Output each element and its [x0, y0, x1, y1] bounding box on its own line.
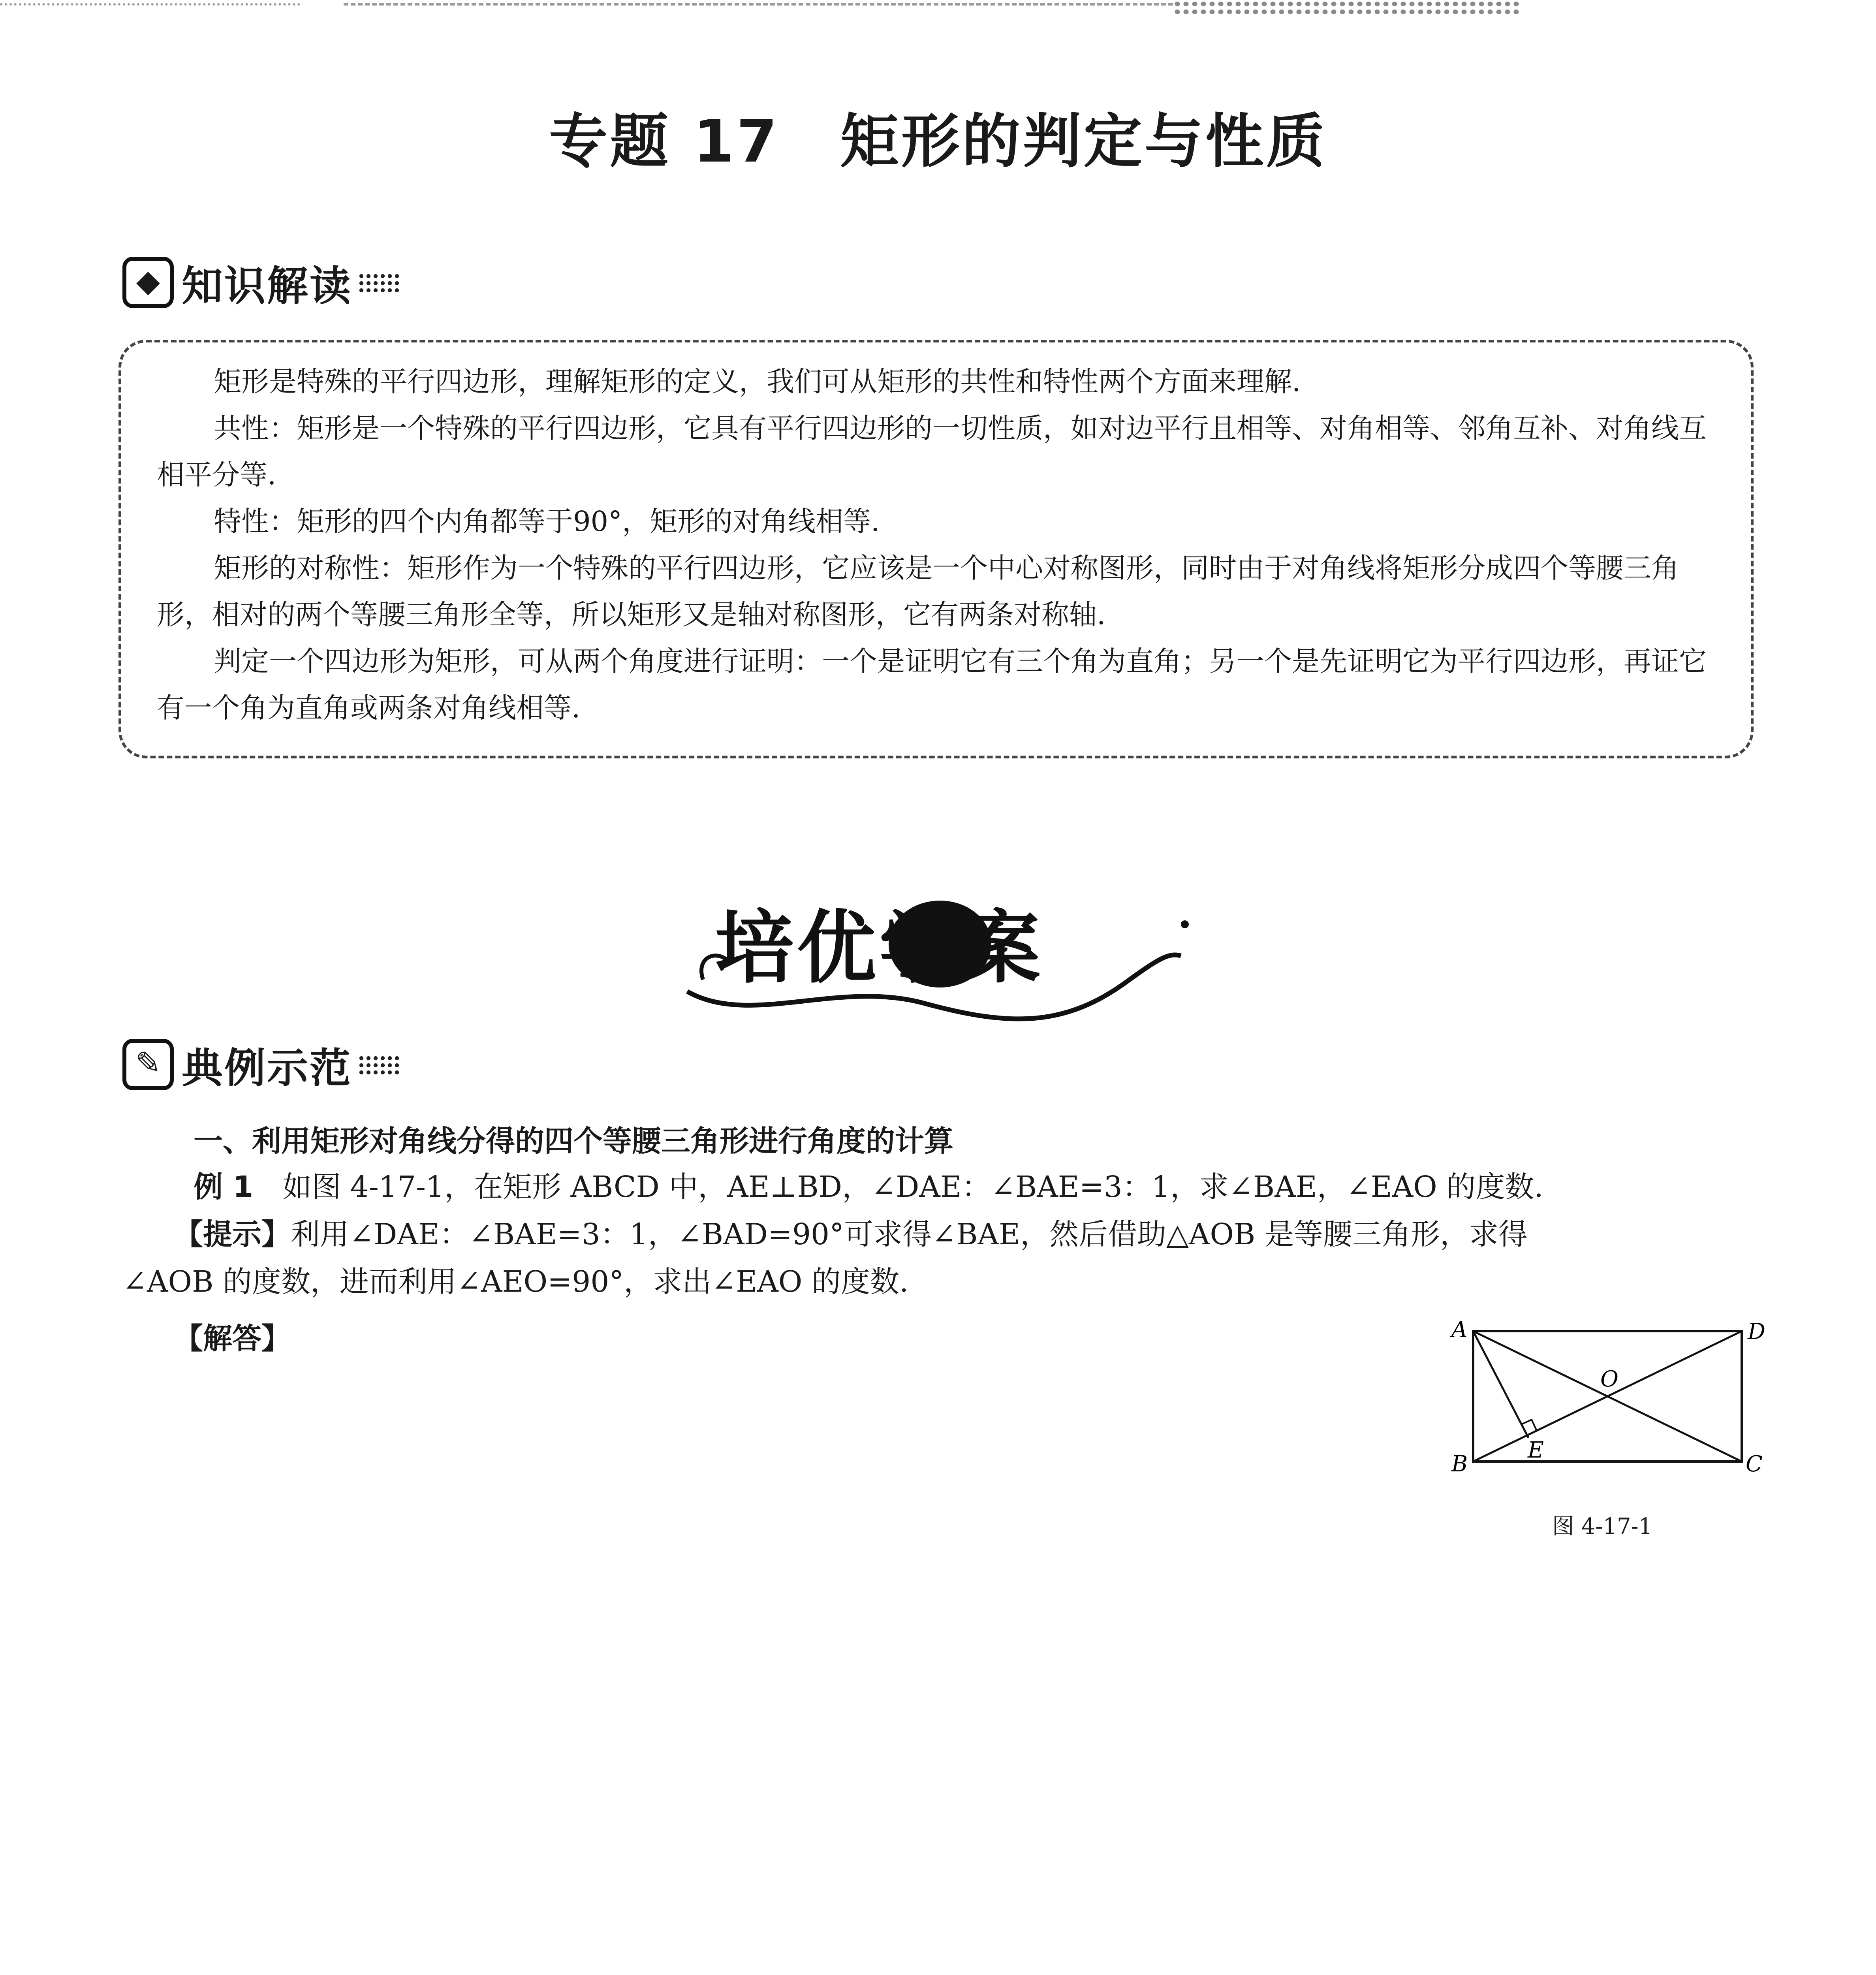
label-C: C	[1746, 1451, 1763, 1477]
top-border-dots	[1173, 0, 1521, 16]
banner-text: 培优学案	[715, 902, 1044, 994]
page-title: 专题 17 矩形的判定与性质	[549, 107, 1327, 175]
knowledge-header	[122, 253, 401, 312]
examples-header-text: 典例示范	[182, 1044, 353, 1092]
top-border-left	[0, 3, 300, 6]
knowledge-header-text: 知识解读	[182, 262, 353, 310]
ornament-icon: ◆	[122, 257, 174, 308]
label-O: O	[1600, 1366, 1618, 1392]
examples-header	[122, 1035, 401, 1094]
example-1-label: 例 1	[194, 1170, 254, 1204]
knowledge-paragraph-1: 矩形是特殊的平行四边形，理解矩形的定义，我们可从矩形的共性和特性两个方面来理解.	[214, 365, 1301, 398]
dots-ornament	[358, 273, 401, 292]
knowledge-paragraph-3: 特性：矩形的四个内角都等于90°，矩形的对角线相等.	[214, 505, 880, 538]
label-A: A	[1451, 1317, 1468, 1343]
knowledge-paragraph-5: 判定一个四边形为矩形，可从两个角度进行证明：一个是证明它有三个角为直角；另一个是先证明它为平行四边形，再证它有一个角为直角或两条对角线相等.	[157, 645, 1707, 724]
answer-label: 【解答】	[174, 1322, 291, 1356]
hint-text-1: 利用∠DAE：∠BAE=3：1，∠BAD=90°可求得∠BAE，然后借助△AOB 是等腰三角形，求得	[291, 1217, 1528, 1251]
section-title: 一、利用矩形对角线分得的四个等腰三角形进行角度的计算	[194, 1124, 953, 1158]
label-B: B	[1451, 1451, 1468, 1477]
figure-caption: 图 4-17-1	[1552, 1514, 1653, 1539]
knowledge-paragraph-2: 共性：矩形是一个特殊的平行四边形，它具有平行四边形的一切性质，如对边平行且相等、对角相等、邻角互补、对角线互相平分等.	[157, 412, 1707, 491]
banner	[671, 861, 1205, 1027]
hint-line-2: ∠AOB 的度数，进而利用∠AEO=90°，求出∠EAO 的度数.	[122, 1265, 909, 1299]
example-1	[194, 1163, 1543, 1211]
example-1-text: 如图 4-17-1，在矩形 ABCD 中，AE⊥BD，∠DAE：∠BAE=3：1，求∠BAE，∠EAO 的度数.	[282, 1170, 1543, 1204]
top-border-middle	[344, 3, 1173, 6]
hint-label: 【提示】	[174, 1217, 291, 1251]
knowledge-box	[118, 340, 1754, 758]
hint-line-1	[174, 1211, 1528, 1258]
dots-ornament	[358, 1055, 401, 1074]
knowledge-paragraph-4: 矩形的对称性：矩形作为一个特殊的平行四边形，它应该是一个中心对称图形，同时由于对角线将矩形分成四个等腰三角形，相对的两个等腰三角形全等，所以矩形又是轴对称图形，它有两条对称轴.	[157, 552, 1679, 631]
label-D: D	[1748, 1319, 1765, 1345]
figure-rectangle	[1430, 1304, 1765, 1525]
label-E: E	[1528, 1437, 1544, 1463]
pencil-icon: ✎	[122, 1039, 174, 1090]
